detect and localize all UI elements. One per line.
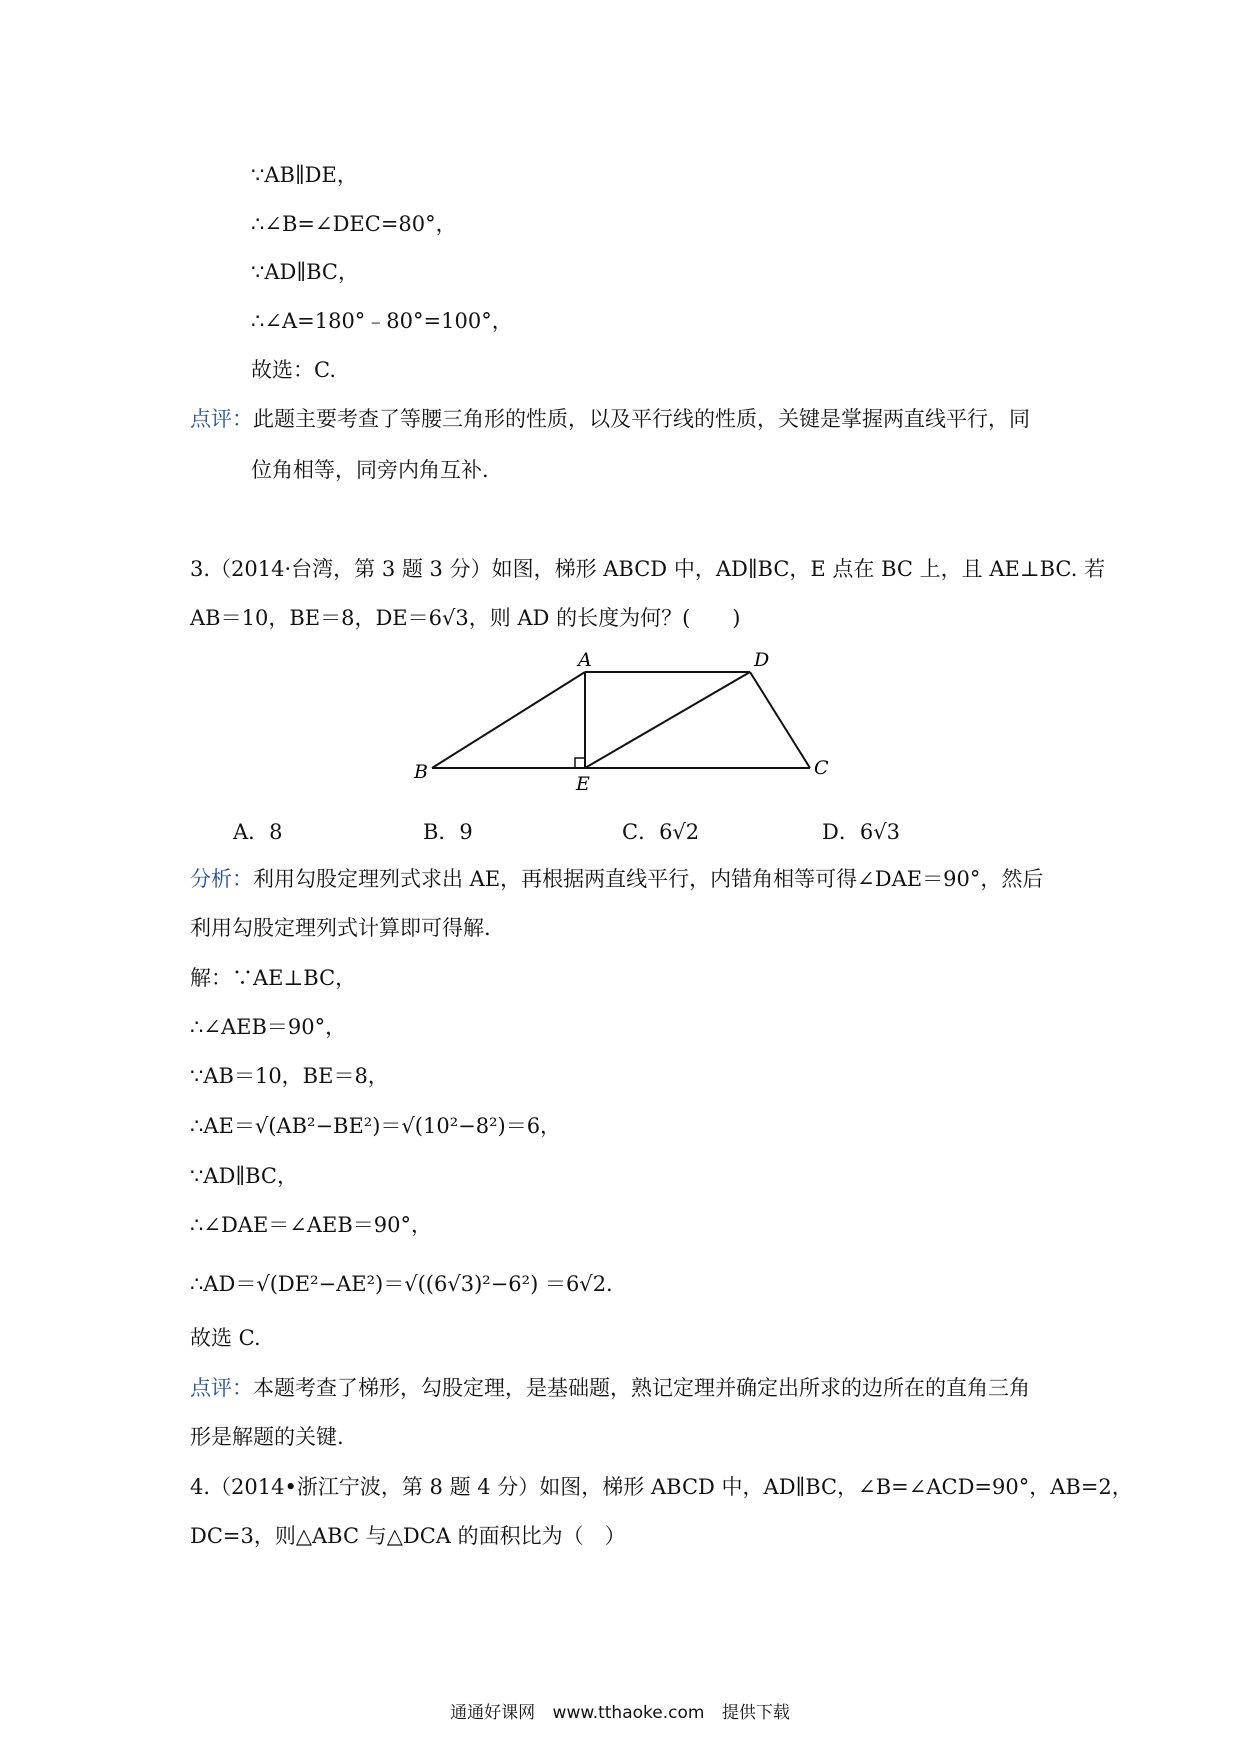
analysis-text: 利用勾股定理列式求出 AE，再根据两直线平行，内错角相等可得∠DAE＝90°，然后 [253,867,1044,891]
comment-block [190,405,1030,433]
analysis-block [190,865,1043,893]
footer-url: www.tthaoke.com [552,1703,705,1723]
analysis-text-cont: 利用勾股定理列式计算即可得解. [190,916,491,940]
question-3-line-2: AB＝10，BE＝8，DE＝6√3，则 AD 的长度为何？( ) [190,606,741,630]
footer-suffix: 提供下载 [721,1703,790,1723]
page-footer [0,1698,1240,1723]
solution-line: ∴∠B=∠DEC=80°， [251,212,457,236]
comment-label: 点评： [190,407,253,431]
option-b: B．9 [423,820,473,844]
solution-step: 故选 C. [190,1326,261,1350]
segment-ed [585,672,750,768]
question-3-line-1: 3.（2014·台湾，第 3 题 3 分）如图，梯形 ABCD 中，AD∥BC，E 点在 BC 上，且 AE⊥BC. 若 [190,557,1106,581]
label-a: A [578,649,592,671]
comment-block-2 [190,1374,1030,1402]
option-c: C．6√2 [622,820,700,844]
trapezoid-figure [400,640,840,800]
label-c: C [814,757,829,779]
right-angle-mark [575,758,585,768]
solution-step: ∵AB＝10，BE＝8， [190,1064,389,1088]
segment-ab [432,672,585,768]
solution-step: ∴AE＝√(AB²−BE²)＝√(10²−8²)＝6， [190,1114,562,1138]
comment-text-cont: 位角相等，同旁内角互补. [251,458,489,482]
analysis-label: 分析： [190,867,253,891]
question-4-line-1: 4.（2014•浙江宁波，第 8 题 4 分）如图，梯形 ABCD 中，AD∥BC，∠B=∠ACD=90°，AB=2， [190,1475,1133,1499]
comment-text-cont: 形是解题的关键. [190,1425,344,1449]
option-d: D．6√3 [822,820,900,844]
solution-line: ∵AB∥DE， [251,163,358,187]
solution-line: ∴∠A=180°﹣80°=100°， [251,309,513,333]
comment-label: 点评： [190,1376,253,1400]
segment-dc [750,672,810,768]
comment-text: 此题主要考查了等腰三角形的性质，以及平行线的性质，关键是掌握两直线平行，同 [253,407,1030,431]
comment-text: 本题考查了梯形，勾股定理，是基础题，熟记定理并确定出所求的边所在的直角三角 [253,1376,1030,1400]
label-d: D [754,649,770,671]
label-b: B [414,761,428,783]
solution-step: ∵AD∥BC， [190,1164,298,1188]
option-a: A．8 [233,820,283,844]
solution-line: ∵AD∥BC， [251,260,359,284]
question-4-line-2: DC=3，则△ABC 与△DCA 的面积比为（ ） [190,1524,626,1548]
solution-step: ∴AD＝√(DE²−AE²)＝√((6√3)²−6²) ＝6√2. [190,1272,613,1296]
solution-step: 解：∵AE⊥BC， [190,966,357,990]
solution-step: ∴∠AEB＝90°， [190,1015,347,1039]
solution-line: 故选：C. [251,358,336,382]
label-e: E [576,773,590,795]
footer-site-name: 通通好课网 [450,1703,536,1723]
solution-step: ∴∠DAE＝∠AEB＝90°， [190,1213,433,1237]
